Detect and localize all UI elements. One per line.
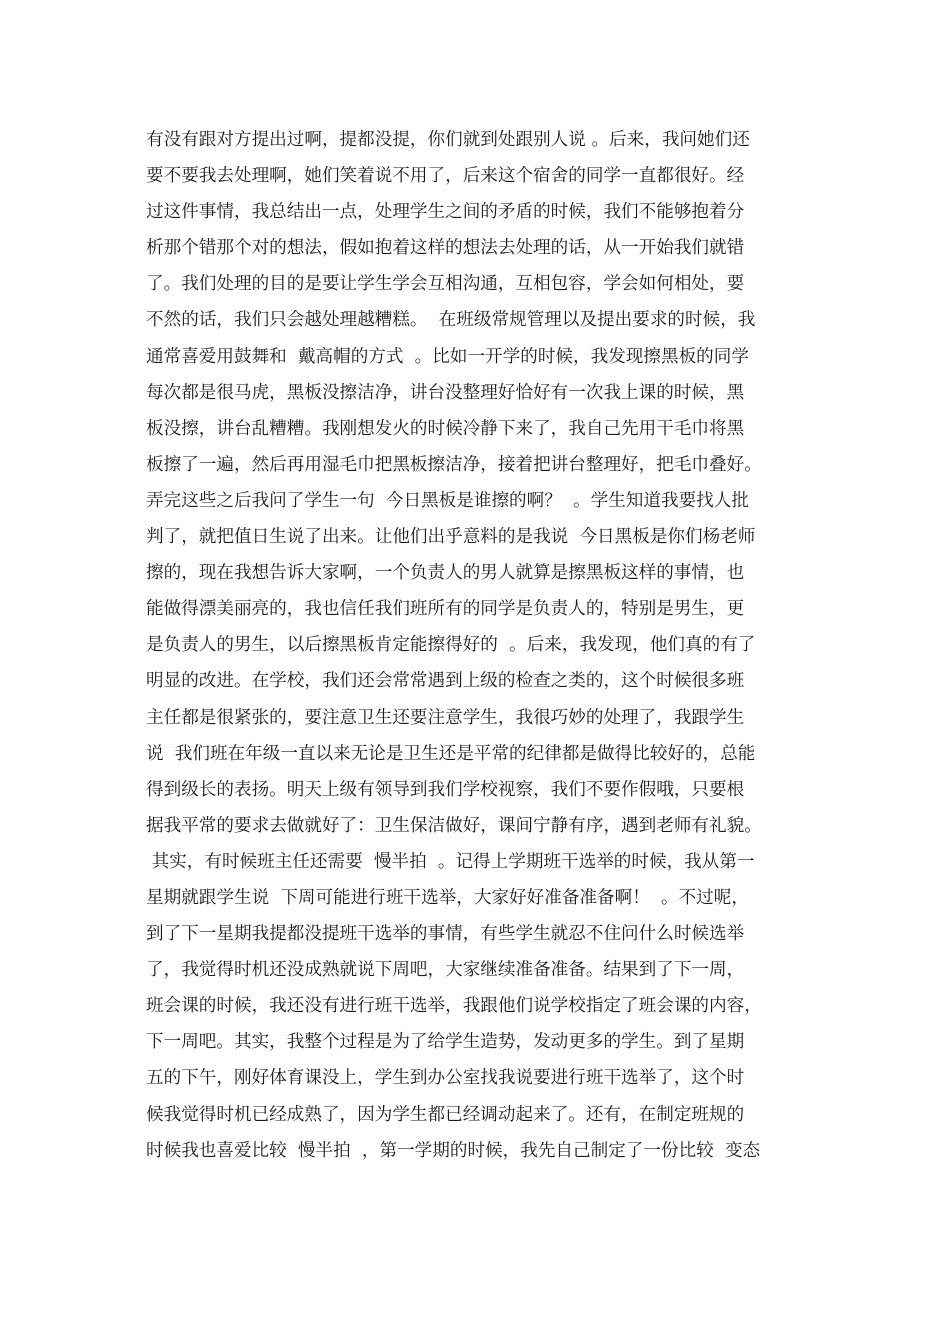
text-line: 通常喜爱用鼓舞和 戴高帽的方式 。比如一开学的时候，我发现擦黑板的同学 — [146, 346, 749, 367]
text-line: 下一周吧。其实，我整个过程是为了给学生造势，发动更多的学生。到了星期 — [146, 1032, 745, 1053]
text-line: 过这件事情，我总结出一点，处理学生之间的矛盾的时候，我们不能够抱着分 — [146, 202, 745, 223]
text-line: 不然的话，我们只会越处理越糟糕。 在班级常规管理以及提出要求的时候，我 — [146, 310, 756, 331]
text-line: 弄完这些之后我问了学生一句 今日黑板是谁擦的啊？ 。学生知道我要找人批 — [146, 490, 749, 511]
text-line: 了，我觉得时机还没成熟就说下周吧，大家继续准备准备。结果到了下一周， — [146, 960, 745, 981]
text-line: 其实，有时候班主任还需要 慢半拍 。记得上学期班干选举的时候，我从第一 — [146, 851, 755, 872]
body-text — [146, 122, 806, 1169]
text-line: 每次都是很马虎，黑板没擦洁净，讲台没整理好恰好有一次我上课的时候，黑 — [146, 382, 745, 403]
text-line: 明显的改进。在学校，我们还会常常遇到上级的检查之类的，这个时候很多班 — [146, 671, 745, 692]
text-line: 能做得漂美丽亮的，我也信任我们班所有的同学是负责人的，特别是男生，更 — [146, 599, 745, 620]
text-line: 要不要我去处理啊，她们笑着说不用了，后来这个宿舍的同学一直都很好。经 — [146, 166, 745, 187]
text-line: 析那个错那个对的想法，假如抱着这样的想法去处理的话，从一开始我们就错 — [146, 238, 745, 259]
text-line: 擦的，现在我想告诉大家啊，一个负责人的男人就算是擦黑板这样的事情，也 — [146, 563, 745, 584]
text-line: 是负责人的男生，以后擦黑板肯定能擦得好的 。后来，我发现，他们真的有了 — [146, 635, 756, 656]
text-line: 了。我们处理的目的是要让学生学会互相沟通，互相包容，学会如何相处，要 — [146, 274, 745, 295]
text-line: 星期就跟学生说 下周可能进行班干选举，大家好好准备准备啊！ 。不过呢， — [146, 887, 749, 908]
text-line: 板没擦，讲台乱糟糟。我刚想发火的时候冷静下来了，我自己先用干毛巾将黑 — [146, 418, 745, 439]
text-line: 据我平常的要求去做就好了：卫生保洁做好，课间宁静有序，遇到老师有礼貌。 — [146, 815, 762, 836]
text-line: 候我觉得时机已经成熟了，因为学生都已经调动起来了。还有，在制定班规的 — [146, 1104, 745, 1125]
text-line: 判了，就把值日生说了出来。让他们出乎意料的是我说 今日黑板是你们杨老师 — [146, 527, 756, 548]
text-line: 五的下午，刚好体育课没上，学生到办公室找我说要进行班干选举了，这个时 — [146, 1068, 745, 1089]
text-line: 板擦了一遍，然后再用湿毛巾把黑板擦洁净，接着把讲台整理好，把毛巾叠好。 — [146, 454, 762, 475]
text-line: 得到级长的表扬。明天上级有领导到我们学校视察，我们不要作假哦，只要根 — [146, 779, 745, 800]
text-line: 有没有跟对方提出过啊，提都没提，你们就到处跟别人说 。后来，我问她们还 — [146, 130, 750, 150]
text-line: 班会课的时候，我还没有进行班干选举，我跟他们说学校指定了班会课的内容， — [146, 996, 762, 1017]
text-line: 说 我们班在年级一直以来无论是卫生还是平常的纪律都是做得比较好的，总能 — [146, 743, 756, 764]
text-line: 到了下一星期我提都没提班干选举的事情，有些学生就忍不住问什么时候选举 — [146, 924, 745, 945]
text-line: 时候我也喜爱比较 慢半拍 ，第一学期的时候，我先自己制定了一份比较 变态 — [146, 1140, 761, 1161]
text-line: 主任都是很紧张的，要注意卫生还要注意学生，我很巧妙的处理了，我跟学生 — [146, 707, 745, 728]
